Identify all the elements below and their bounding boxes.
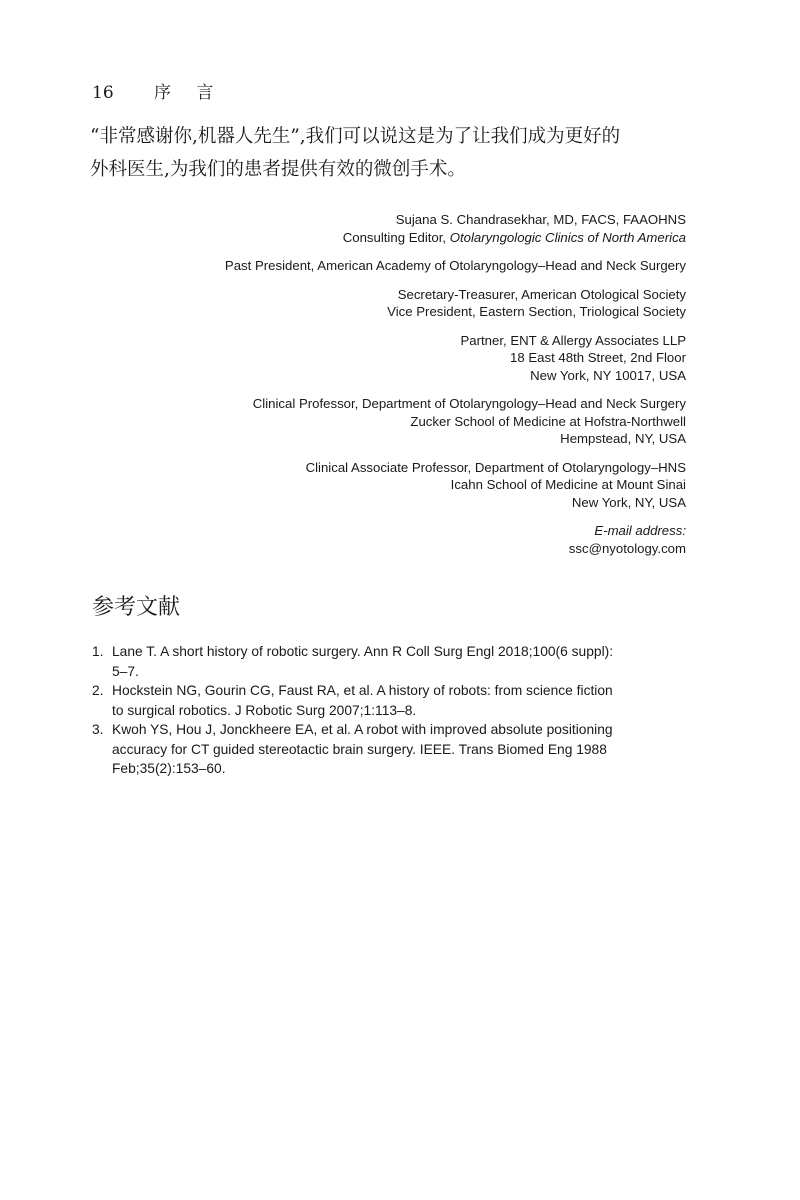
reference-line: to surgical robotics. J Robotic Surg 2007;1:113–8.: [112, 702, 417, 718]
city-line-1: New York, NY 10017, USA: [530, 367, 686, 383]
reference-item: [92, 681, 688, 720]
reference-text: [112, 642, 688, 681]
reference-item: [92, 720, 688, 779]
reference-line: Lane T. A short history of robotic surgery. Ann R Coll Surg Engl 2018;100(6 suppl):: [112, 644, 614, 659]
email-address: ssc@nyotology.com: [568, 540, 686, 556]
chapter-title: 序 言: [154, 83, 224, 103]
closing-line-2: 外科医生,为我们的患者提供有效的微创手术。: [90, 159, 466, 180]
reference-line: accuracy for CT guided stereotactic brain surgery. IEEE. Trans Biomed Eng 1988: [112, 741, 607, 757]
professor-line-1: Clinical Professor, Department of Otolaryngology–Head and Neck Surgery: [252, 396, 686, 411]
city-line-3: New York, NY, USA: [571, 494, 686, 510]
reference-text: [112, 720, 688, 779]
reference-number: 1.: [92, 644, 104, 659]
school-line-1: Zucker School of Medicine at Hofstra-Northwell: [410, 413, 686, 429]
reference-item: [92, 642, 688, 681]
author-signature: [86, 211, 686, 568]
reference-line: Feb;35(2):153–60.: [112, 761, 226, 776]
signature-sinai-block: [86, 459, 686, 512]
editor-prefix: Consulting Editor,: [342, 229, 450, 245]
signature-practice-block: [86, 332, 686, 385]
editor-line: [86, 229, 686, 247]
reference-text: [112, 681, 688, 720]
school-line-2: Icahn School of Medicine at Mount Sinai: [450, 477, 686, 492]
page-number: 16: [92, 83, 114, 103]
otological-line: Secretary-Treasurer, American Otological Society: [397, 286, 686, 302]
signature-email-block: [86, 522, 686, 557]
reference-line: Kwoh YS, Hou J, Jonckheere EA, et al. A robot with improved absolute positioning: [112, 722, 613, 737]
closing-line-1: “非常感谢你,机器人先生”,我们可以说这是为了让我们成为更好的: [90, 126, 621, 147]
closing-paragraph: [90, 120, 690, 186]
city-line-2: Hempstead, NY, USA: [560, 431, 686, 446]
running-head: [92, 78, 223, 103]
partner-line: Partner, ENT & Allergy Associates LLP: [460, 332, 686, 348]
signature-hofstra-block: [86, 395, 686, 448]
editor-journal: Otolaryngologic Clinics of North America: [449, 229, 686, 245]
reference-number: 3.: [92, 722, 104, 737]
reference-line: 5–7.: [112, 663, 139, 679]
signature-societies-block: [86, 286, 686, 321]
references-list: [92, 642, 688, 779]
reference-number: 2.: [92, 683, 104, 698]
street-line: 18 East 48th Street, 2nd Floor: [510, 350, 686, 365]
author-name: Sujana S. Chandrasekhar, MD, FACS, FAAOHNS: [395, 212, 686, 227]
triological-line: Vice President, Eastern Section, Triological Society: [387, 304, 686, 319]
reference-line: Hockstein NG, Gourin CG, Faust RA, et al. A history of robots: from science fiction: [112, 683, 613, 698]
past-president-line: Past President, American Academy of Otolaryngology–Head and Neck Surgery: [224, 258, 686, 273]
signature-past-president-block: [86, 257, 686, 275]
professor-line-2: Clinical Associate Professor, Department of Otolaryngology–HNS: [305, 459, 686, 475]
email-label: E-mail address:: [594, 523, 686, 538]
signature-name-block: [86, 211, 686, 246]
references-heading: 参考文献: [92, 595, 181, 620]
